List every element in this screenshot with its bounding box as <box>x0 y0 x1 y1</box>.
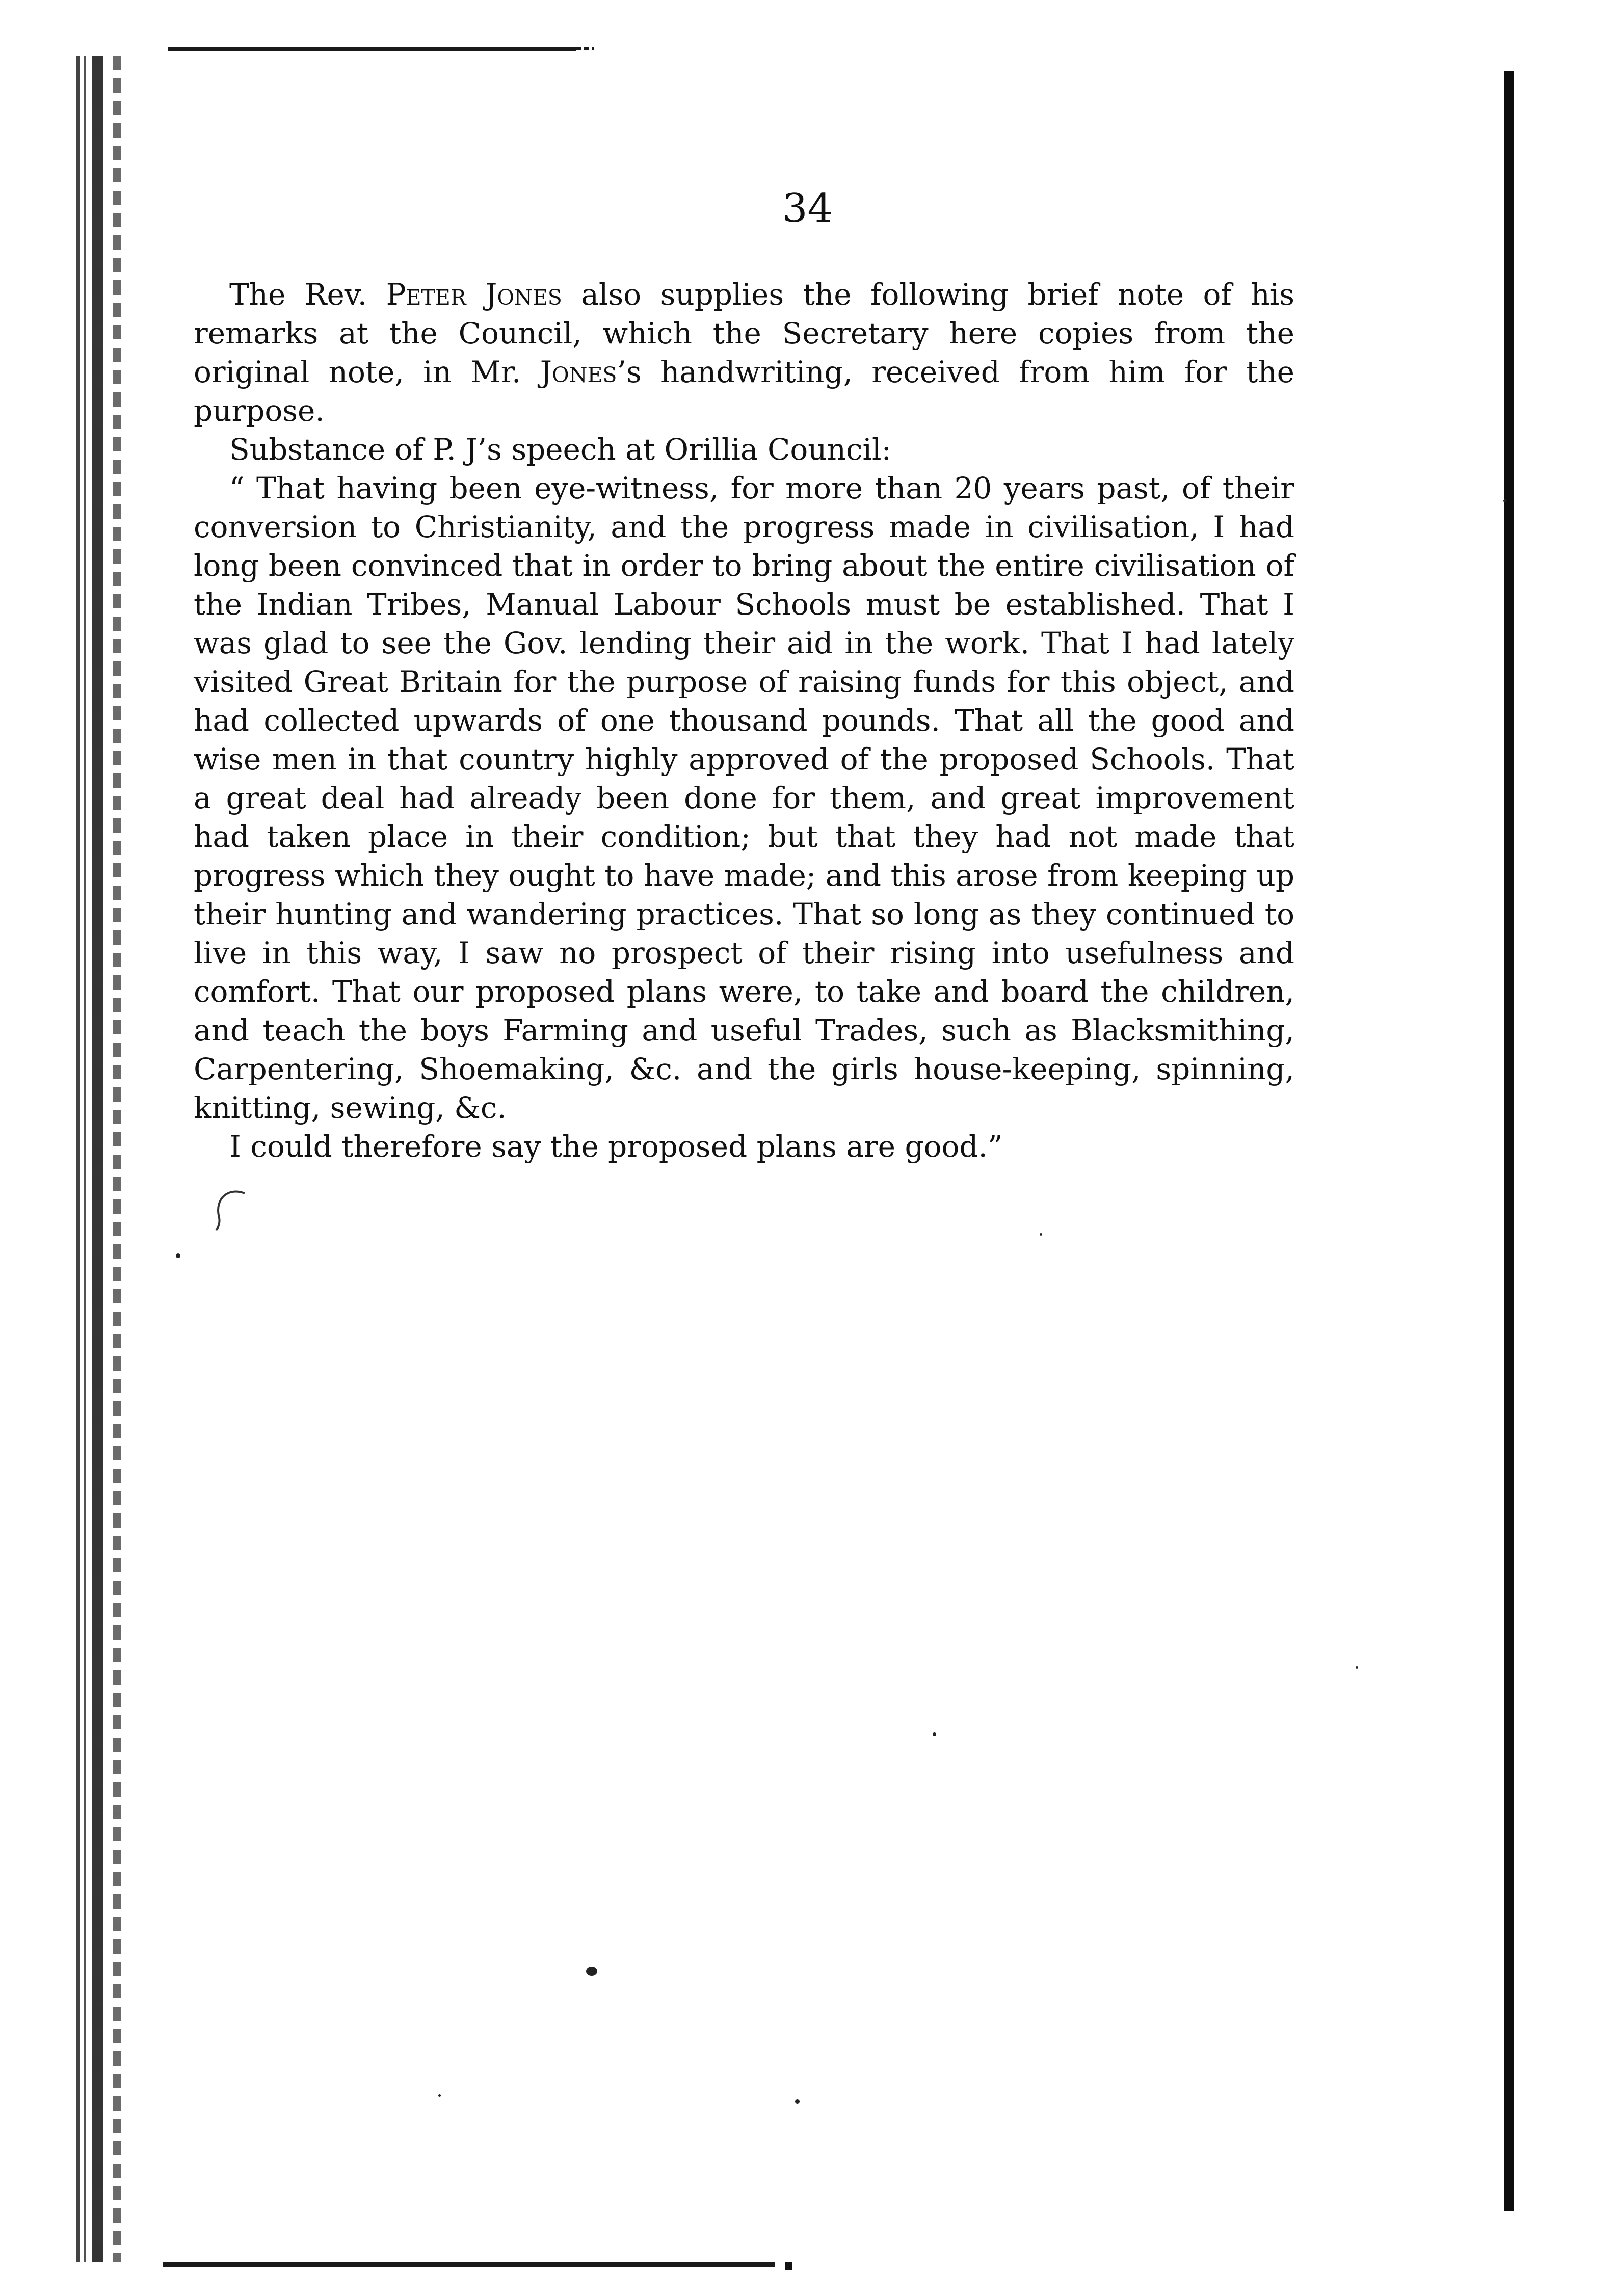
left-binding-edge <box>76 56 107 2262</box>
speech-subheading: Substance of P. J’s speech at Orillia Council: <box>229 432 892 467</box>
author-name: Peter Jones <box>386 277 562 312</box>
document-body <box>194 275 1294 1166</box>
right-border-rule <box>1504 71 1514 2211</box>
speech-body: “ That having been eye-witness, for more than 20 years past, of their conversion to Christianity, and the progress made in civilisation, I had long been convinced that in order to bring about the entire civilisation of the Indian Tribes, Manual Labour Schools must be established. That I was glad to see the Gov. lending their aid in the work. That I had lately visited Great Britain for the purpose of raising funds for this object, and had collected upwards of one thousand pounds. That all the good and wise men in that country highly approved of the proposed Schools. That a great deal had already been done for them, and great improvement had taken place in their condition; but that they had not made that progress which they ought to have made; and this arose from keeping up their hunting and wandering practices. That so long as they continued to live in this way, I saw no prospect of their rising into usefulness and comfort. That our proposed plans were, to take and board the children, and teach the boys Farming and useful Trades, such as Blacksmithing, Carpentering, Shoemaking, &c. and the girls house-keeping, spinning, knitting, sewing, &c. <box>194 471 1294 1125</box>
page-number: 34 <box>782 185 833 231</box>
author-name-possessive: Jones <box>540 355 617 389</box>
intro-text-end: ’s handwriting, received from him for the purpose. <box>194 355 1295 428</box>
pencil-mark-icon <box>209 1187 250 1233</box>
scan-speck <box>1040 1233 1042 1236</box>
top-border-rule <box>168 47 576 51</box>
left-binding-stitching <box>113 56 121 2262</box>
top-border-dashes <box>576 47 594 50</box>
intro-prefix: The Rev. <box>229 277 367 312</box>
bottom-border-end <box>785 2262 792 2270</box>
speech-closing: I could therefore say the proposed plans are good.” <box>229 1129 1003 1164</box>
scan-speck <box>1356 1666 1358 1669</box>
scan-speck <box>1503 499 1506 502</box>
intro-paragraph <box>194 275 1294 430</box>
scan-speck <box>176 1253 180 1258</box>
scan-speck <box>438 2094 441 2097</box>
bottom-border-rule <box>163 2262 775 2267</box>
scan-speck <box>586 1967 597 1976</box>
scan-speck <box>933 1732 936 1736</box>
intro-text: also supplies the following brief note of his remarks at the Council, which the Secretary here copies from the original note, in Mr. <box>194 277 1295 389</box>
scan-speck <box>795 2099 800 2104</box>
